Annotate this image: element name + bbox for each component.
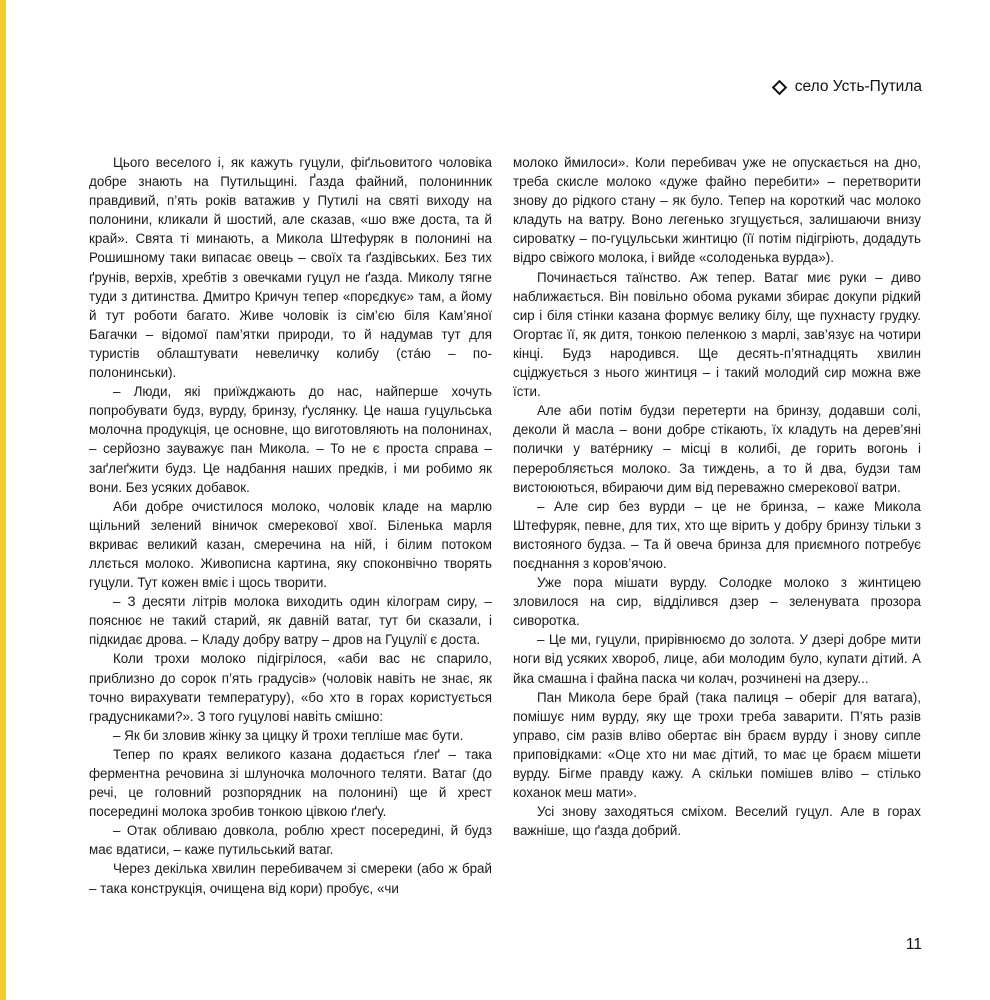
paragraph: Але аби потім будзи перетерти на бринзу, додавши солі, деколи й масла – вони добре стікають, їх кладуть на дерев’яні полички у ватéрнику – місці в колибі, де горить вогонь і переробляється молоко. За тиждень, а то й два, будзи там вистоюються, вбираючи дим від переважно смерекової ватри.	[513, 403, 921, 495]
left-text-column	[89, 153, 492, 898]
paragraph: Починається таїнство. Аж тепер. Ватаг миє руки – диво наближається. Він повільно обома руками збирає докупи рідкий сир і біля стінки казана формує велику білу, ще пухнасту грудку. Огортає її, як дитя, тонкою пеленкою з марлі, зав’язує на чотири кінці. Будз народився. Ще десять-п’ятнадцять хвилин сціджується з нього жинтиця – і такий молодий сир можна вже їсти.	[513, 269, 921, 400]
page-spine-strip	[0, 0, 6, 1000]
paragraph: – Як би зловив жінку за цицку й трохи тепліше має бути.	[113, 727, 464, 743]
paragraph: – Це ми, гуцули, прирівнюємо до золота. У дзері добре мити ноги від усяких хвороб, лице, аби молодим було, купати дітий. А йка смашна і файна паска чи колач, розчинені на дзеру...	[513, 632, 921, 686]
running-header	[774, 78, 922, 96]
page-number: 11	[905, 936, 922, 953]
paragraph: Усі знову заходяться сміхом. Веселий гуцул. Але в горах важніше, що ґазда добрий.	[513, 804, 921, 839]
paragraph: – Отак обливаю довкола, роблю хрест посередині, й будз має вдатиси, – каже путильський ватаг.	[89, 823, 492, 858]
paragraph: Через декілька хвилин перебивачем зі смереки (або ж брай – така конструкція, очищена від кори) пробує, «чи	[89, 861, 492, 896]
paragraph: Уже пора мішати вурду. Солодке молоко з жинтицею зловилося на сир, відділився дзер – зеленувата прозора сиворотка.	[513, 575, 921, 629]
paragraph: – Але сир без вурди – це не бринза, – каже Микола Штефуряк, певне, для тих, хто ще вірить у добру бринзу тільки з вистояного будза. – Та й овеча бринза для приємного потребує поєднання з коров’ячою.	[513, 498, 921, 571]
paragraph-continuation: молоко ймилоси». Коли перебивач уже не опускається на дно, треба скисле молоко «дуже файно перебити» – перетворити знову до рідкого стану – як було. Тепер на короткий час молоко кладуть на ватру. Воно легенько згущується, залишаючи внизу сироватку – по-гуцульськи жинтицю (її потім підігріють, додадуть відро свіжого молока, і вийде «солоденька вурда»).	[513, 155, 921, 266]
paragraph: Пан Микола бере брай (така палиця – оберіг для ватага), помішує ним вурду, яку ще трохи треба заварити. П’ять разів управо, сім разів вліво обертає він браєм вурду і знову сипле приповідками: «Оце хто ни має дітий, то має це браєм мішети вурду. Бігме правду кажу. А скільки помішев вліво – стілько коханок меш мати».	[513, 689, 921, 801]
paragraph: Коли трохи молоко підігрілося, «аби вас нє спарило, приблизно до сорок п’ять градусів» (чоловік навіть не знає, як точно вирахувати температуру), «бо хто в горах користується градусниками?». З того гуцулові навіть смішно:	[89, 651, 492, 724]
diamond-icon	[772, 79, 788, 95]
right-text-column	[513, 153, 921, 840]
paragraph: Аби добре очистилося молоко, чоловік кладе на марлю щільний зелений віничок смерекової хвої. Біленька марля вкриває великий казан, смеречина на ній, і білим потоком ллється молоко. Живописна картина, яку споконвічно творять гуцули. Тут кожен вміє і щось творити.	[89, 498, 492, 591]
paragraph: Тепер по краях великого казана додається ґлеґ – така ферментна речовина зі шлуночка молочного теляти. Ватаг (до речі, це головний розпорядник на полонині) ще й хрест посередині молока зробив тонкою цівкою ґлеґу.	[89, 746, 492, 820]
header-title: село Усть-Путила	[794, 78, 922, 95]
paragraph: – З десяти літрів молока виходить один кілограм сиру, – пояснює не такий старий, як давній ватаг, тут би сказали, і підкидає дрова. – Кладу добру ватру – дров на Гуцулії є доста.	[89, 594, 492, 648]
paragraph: Цього веселого і, як кажуть гуцули, фіґльовитого чоловіка добре знають на Путильщині. Ґазда файний, полонинник правдивий, п’ять років ватажив у Путилі на святі виходу на полонини, кликали й шостий, але сказав, «шо вже доста, та й край». Свята ті минають, а Микола Штефуряк в полонині на Рошишному таки випасає овець – своїх та ґаздівських. Без тих ґрунів, верхів, хребтів з овечками гуцул не ґазда. Миколу тягне туди з дитинства. Дмитро Кричун тепер «порєдкує» там, а йому й тут роботи багато. Живе чоловік із сім’єю біля Кам’яної Багачки – відомої пам’ятки природи, то й надумав тут для туристів облаштувати невеличку колибу (стáю – по-полонинськи).	[89, 155, 492, 381]
paragraph: – Люди, які приїжджають до нас, найперше хочуть попробувати будз, вурду, бринзу, ґуслянку. Це наша гуцульська молочна продукція, це основне, що виготовляють на полонинах, – серйозно зауважує пан Микола. – То не є проста справа – заґлеґжити будз. Це надбання наших предків, і ми робимо як вони. Без усяких добавок.	[89, 384, 492, 495]
